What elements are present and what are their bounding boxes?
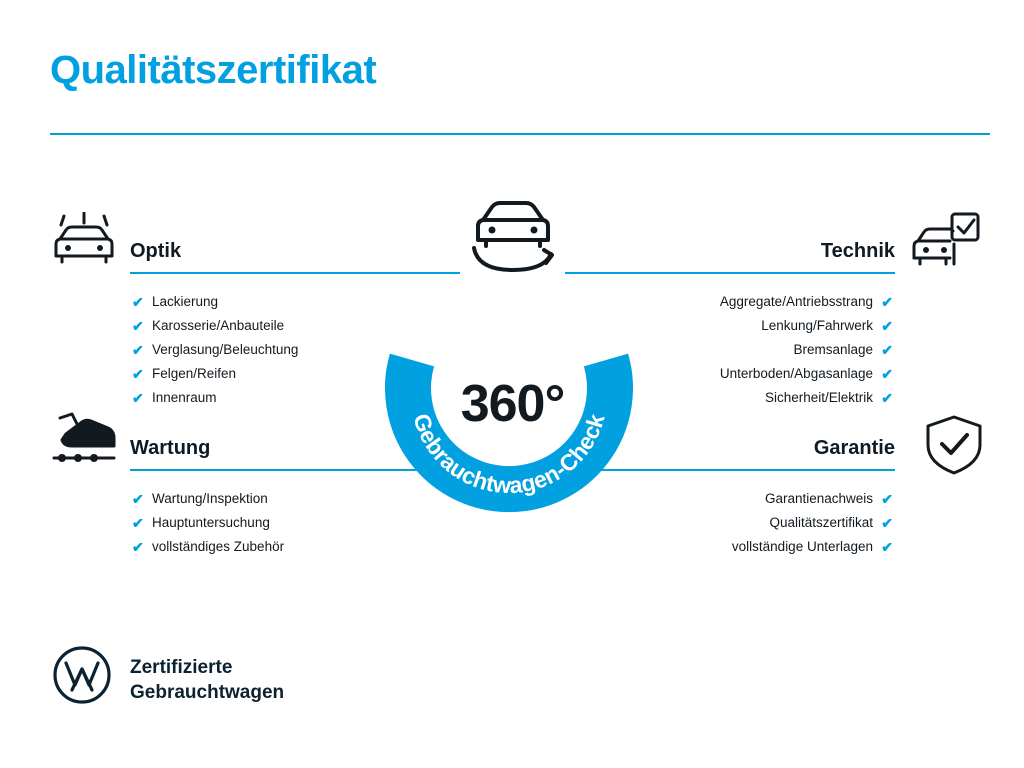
vw-logo-icon — [52, 645, 112, 705]
car-lift-icon — [48, 412, 120, 474]
shield-check-icon — [918, 415, 990, 477]
list-item — [565, 535, 895, 559]
list-item-label: Bremsanlage — [793, 342, 873, 357]
car-checklist-icon — [910, 212, 982, 274]
360-value: 360° — [460, 375, 565, 433]
section-garantie-title: Garantie — [813, 437, 895, 459]
list-item-label: Felgen/Reifen — [152, 366, 237, 381]
list-item-label: Karosserie/Anbauteile — [152, 318, 285, 333]
check-icon: ✔ — [881, 491, 893, 507]
check-icon: ✔ — [132, 342, 144, 358]
check-icon: ✔ — [132, 294, 144, 310]
list-item-label: Wartung/Inspektion — [152, 491, 268, 506]
section-optik-title: Optik — [130, 240, 182, 262]
check-icon: ✔ — [132, 491, 144, 507]
brand-line-2: Gebrauchtwagen — [130, 682, 285, 703]
list-item-label: vollständige Unterlagen — [731, 539, 873, 554]
brand-text — [130, 655, 284, 705]
check-icon: ✔ — [132, 390, 144, 406]
page-title: Qualitätszertifikat — [50, 48, 377, 92]
check-icon: ✔ — [881, 342, 893, 358]
title-divider — [50, 133, 990, 135]
list-item-label: Lackierung — [152, 294, 219, 309]
list-item-label: Sicherheit/Elektrik — [764, 390, 873, 405]
car-front-shine-icon — [48, 212, 120, 274]
list-item-label: Lenkung/Fahrwerk — [761, 318, 873, 333]
list-item — [130, 535, 460, 559]
section-technik-title: Technik — [820, 240, 895, 262]
list-item-label: Aggregate/Antriebsstrang — [719, 294, 873, 309]
list-item-label: Innenraum — [152, 390, 217, 405]
check-icon: ✔ — [132, 318, 144, 334]
check-icon: ✔ — [881, 294, 893, 310]
check-icon: ✔ — [881, 390, 893, 406]
footer-brand — [52, 645, 452, 715]
360-check-badge — [370, 196, 655, 499]
check-icon: ✔ — [881, 318, 893, 334]
list-item-label: Hauptuntersuchung — [152, 515, 270, 530]
check-icon: ✔ — [881, 366, 893, 382]
check-icon: ✔ — [132, 366, 144, 382]
section-wartung-title: Wartung — [130, 437, 211, 459]
list-item-label: vollständiges Zubehör — [152, 539, 285, 554]
check-icon: ✔ — [881, 539, 893, 555]
list-item-label: Verglasung/Beleuchtung — [152, 342, 299, 357]
arc-label: Gebrauchtwagen-Check — [408, 410, 610, 499]
check-icon: ✔ — [881, 515, 893, 531]
list-item-label: Garantienachweis — [764, 491, 873, 506]
check-icon: ✔ — [132, 515, 144, 531]
list-item-label: Qualitätszertifikat — [769, 515, 873, 530]
brand-line-1: Zertifizierte — [130, 657, 233, 678]
list-item-label: Unterboden/Abgasanlage — [719, 366, 873, 381]
check-icon: ✔ — [132, 539, 144, 555]
